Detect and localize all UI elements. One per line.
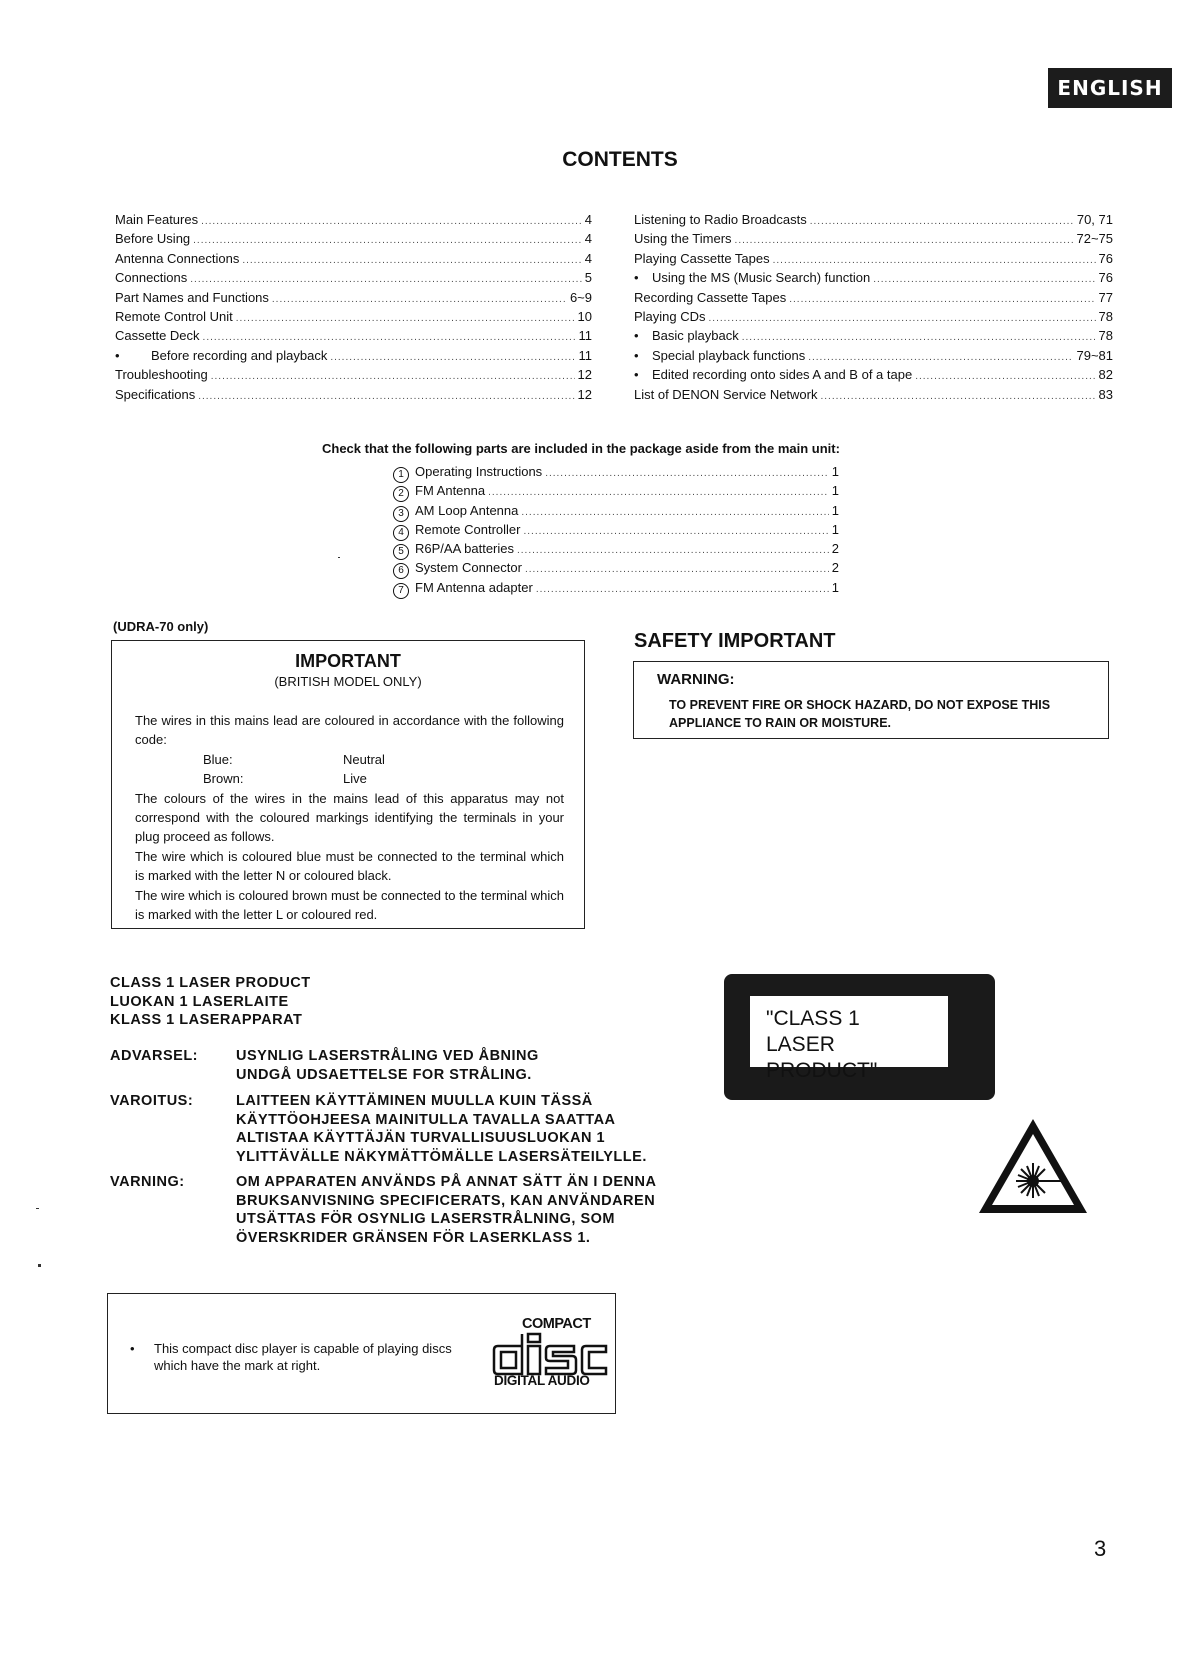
bullet: • — [634, 347, 639, 363]
wire-label: Blue: — [203, 751, 233, 767]
dot-leader — [193, 231, 582, 250]
toc-entry-page: 6~9 — [569, 289, 592, 305]
toc-entry-page: 4 — [584, 212, 592, 227]
toc-entry-label: Using the MS (Music Search) function — [652, 270, 871, 286]
toc-entry-label: Recording Cassette Tapes — [634, 289, 787, 305]
toc-entry-label: Special playback functions — [652, 347, 806, 363]
toc-entry-page: 4 — [584, 250, 592, 266]
toc-entry — [115, 210, 592, 229]
toc-entry-label: Playing Cassette Tapes — [634, 250, 770, 266]
laser-class-lines — [110, 974, 311, 1030]
package-item-label: FM Antenna — [415, 483, 486, 499]
toc-entry — [634, 268, 1113, 287]
bullet: • — [634, 328, 639, 344]
toc-entry-page: 10 — [577, 308, 592, 324]
package-item-quantity: 1 — [831, 483, 839, 499]
scan-speck — [38, 1264, 41, 1267]
toc-entry — [115, 385, 592, 404]
important-paragraph: The colours of the wires in the mains lead of this apparatus may not correspond with the coloured markings identifying the terminals in your plug proceed as follows. — [135, 790, 564, 845]
toc-entry-page: 77 — [1098, 289, 1113, 305]
safety-title: SAFETY IMPORTANT — [634, 630, 836, 652]
package-heading: Check that the following parts are included in the package aside from the main unit: — [322, 441, 840, 456]
important-subtitle: (BRITISH MODEL ONLY) — [274, 674, 422, 689]
laser-product-label — [724, 974, 995, 1100]
package-item — [393, 481, 839, 500]
dot-leader — [517, 541, 829, 560]
laser-warning-line: LAITTEEN KÄYTTÄMINEN MUULLA KUIN TÄSSÄ — [236, 1093, 593, 1109]
warning-text — [669, 696, 1090, 732]
toc-entry-page: 5 — [584, 270, 592, 286]
circled-number: 7 — [393, 583, 409, 599]
package-item-label: FM Antenna adapter — [415, 579, 533, 595]
warning-label: WARNING: — [657, 671, 735, 688]
toc-entry-label: Main Features — [115, 212, 199, 227]
toc-entry-page: 11 — [578, 347, 592, 363]
dot-leader — [545, 464, 829, 483]
dot-leader — [915, 367, 1095, 386]
laser-warning-label: VAROITUS: — [110, 1093, 194, 1109]
dot-leader — [211, 367, 575, 386]
toc-entry — [115, 326, 592, 345]
package-item-label: R6P/AA batteries — [415, 541, 514, 557]
toc-entry-label: Specifications — [115, 386, 196, 402]
laser-warning-line: OM APPARATEN ANVÄNDS PÅ ANNAT SÄTT ÄN I DENNA — [236, 1174, 657, 1190]
toc-entry — [634, 229, 1113, 248]
laser-warning-line: KÄYTTÖOHJEESA MAINITULLA TAVALLA SAATTAA — [236, 1111, 616, 1128]
dot-leader — [789, 290, 1095, 309]
toc-entry-page: 78 — [1098, 308, 1113, 324]
toc-entry-label: Before recording and playback — [151, 347, 328, 363]
laser-product-label-text — [748, 994, 950, 1082]
toc-entry — [115, 229, 592, 248]
laser-class-line: CLASS 1 LASER PRODUCT — [110, 975, 311, 991]
language-tab: ENGLISH — [1048, 68, 1172, 108]
toc-entry-page: 83 — [1098, 386, 1113, 402]
toc-entry — [634, 288, 1113, 307]
bullet: • — [634, 270, 639, 286]
bullet: • — [115, 347, 120, 363]
package-item-quantity: 1 — [831, 579, 839, 595]
toc-left-column — [115, 210, 592, 404]
page-number: 3 — [1094, 1536, 1107, 1561]
bullet: • — [130, 1341, 135, 1356]
toc-entry — [115, 249, 592, 268]
toc-entry-label: Edited recording onto sides A and B of a tape — [652, 367, 913, 383]
important-box — [111, 640, 585, 929]
laser-class-line: KLASS 1 LASERAPPARAT — [110, 1012, 303, 1028]
circled-number: 5 — [393, 544, 409, 560]
toc-entry-page: 12 — [577, 367, 592, 383]
toc-entry-label: Remote Control Unit — [115, 308, 233, 324]
toc-entry — [634, 210, 1113, 229]
dot-leader — [709, 309, 1096, 328]
dot-leader — [735, 231, 1074, 250]
laser-label-line: LASER PRODUCT" — [766, 1033, 878, 1082]
compact-disc-logo-icon — [492, 1332, 608, 1376]
toc-entry-label: List of DENON Service Network — [634, 386, 818, 402]
warning-line: APPLIANCE TO RAIN OR MOISTURE. — [669, 716, 892, 730]
bullet: • — [634, 367, 639, 383]
package-item — [393, 520, 839, 539]
toc-entry — [634, 307, 1113, 326]
laser-warning-line: ÖVERSKRIDER GRÄNSEN FÖR LASERKLASS 1. — [236, 1229, 591, 1246]
toc-entry — [115, 346, 592, 365]
package-item — [393, 558, 839, 577]
compact-disc-logo — [488, 1316, 608, 1396]
laser-warning-line: ALTISTAA KÄYTTÄJÄN TURVALLISUUSLUOKAN 1 — [236, 1130, 606, 1146]
package-item-label: Remote Controller — [415, 521, 521, 537]
cd-note — [130, 1340, 484, 1374]
package-item-quantity: 2 — [831, 541, 839, 557]
package-item-quantity: 1 — [831, 502, 839, 518]
package-item — [393, 501, 839, 520]
important-paragraph: The wire which is coloured blue must be connected to the terminal which is marked with the letter N or coloured black. — [135, 848, 564, 884]
laser-warning-line: USYNLIG LASERSTRÅLING VED ÅBNING — [236, 1048, 539, 1064]
laser-warning-line: UNDGÅ UDSAETTELSE FOR STRÅLING. — [236, 1066, 532, 1083]
package-item-label: System Connector — [415, 560, 522, 576]
circled-number: 2 — [393, 486, 409, 502]
toc-right-column — [634, 210, 1113, 404]
dot-leader — [330, 348, 575, 367]
toc-entry-page: 76 — [1098, 270, 1113, 286]
toc-entry — [634, 326, 1113, 345]
package-item-label: Operating Instructions — [415, 464, 543, 479]
toc-entry-page: 82 — [1098, 367, 1113, 383]
udra-note: (UDRA-70 only) — [113, 619, 209, 634]
toc-entry-page: 72~75 — [1076, 231, 1113, 247]
dot-leader — [236, 309, 575, 328]
dot-leader — [272, 290, 567, 309]
toc-entry-label: Listening to Radio Broadcasts — [634, 212, 807, 227]
toc-entry-page: 70, 71 — [1076, 212, 1113, 227]
compact-disc-logo-top: COMPACT — [522, 1316, 591, 1332]
toc-entry-page: 79~81 — [1076, 347, 1113, 363]
laser-warning-text — [236, 1047, 539, 1084]
laser-warning-line: BRUKSANVISNING SPECIFICERATS, KAN ANVÄNDAREN — [236, 1192, 656, 1209]
package-item — [393, 578, 839, 597]
laser-warning-line: YLITTÄVÄLLE NÄKYMÄTTÖMÄLLE LASERSÄTEILYLLE. — [236, 1148, 647, 1165]
toc-entry-label: Cassette Deck — [115, 328, 200, 344]
wire-code-brown — [135, 769, 564, 788]
dot-leader — [810, 212, 1074, 231]
toc-entry — [634, 249, 1113, 268]
laser-warning-label: ADVARSEL: — [110, 1048, 199, 1064]
dot-leader — [524, 522, 829, 541]
package-item-quantity: 1 — [831, 521, 839, 537]
package-item — [393, 462, 839, 481]
toc-entry-label: Before Using — [115, 231, 191, 247]
wire-value: Live — [343, 771, 367, 787]
toc-entry — [115, 307, 592, 326]
dot-leader — [525, 560, 829, 579]
package-item-quantity: 2 — [831, 560, 839, 576]
dot-leader — [873, 270, 1095, 289]
toc-entry-label: Connections — [115, 270, 188, 286]
circled-number: 3 — [393, 506, 409, 522]
circled-number: 6 — [393, 563, 409, 579]
important-body — [135, 711, 564, 924]
wire-code-blue — [135, 750, 564, 769]
dot-leader — [821, 387, 1096, 406]
toc-entry-label: Basic playback — [652, 328, 739, 344]
package-item — [393, 539, 839, 558]
toc-entry — [115, 288, 592, 307]
toc-entry — [634, 346, 1113, 365]
compact-disc-logo-bottom: DIGITAL AUDIO — [494, 1373, 590, 1388]
scan-speck — [36, 1208, 39, 1209]
dot-leader — [198, 387, 574, 406]
laser-hazard-icon — [976, 1116, 1090, 1216]
dot-leader — [488, 483, 829, 502]
important-title: IMPORTANT — [295, 651, 401, 671]
package-item-quantity: 1 — [831, 464, 839, 479]
toc-entry-label: Antenna Connections — [115, 250, 240, 266]
compact-disc-box — [107, 1293, 616, 1414]
toc-entry — [634, 385, 1113, 404]
page-title: CONTENTS — [562, 148, 678, 171]
toc-entry-label: Playing CDs — [634, 308, 706, 324]
important-paragraph: The wire which is coloured brown must be connected to the terminal which is marked with the letter L or coloured red. — [135, 887, 564, 923]
toc-entry-page: 11 — [578, 328, 592, 344]
circled-number: 4 — [393, 525, 409, 541]
package-item-label: AM Loop Antenna — [415, 502, 519, 518]
toc-entry-label: Part Names and Functions — [115, 289, 269, 305]
laser-class-line: LUOKAN 1 LASERLAITE — [110, 993, 289, 1010]
toc-entry — [115, 365, 592, 384]
circled-number: 1 — [393, 467, 409, 483]
dot-leader — [521, 503, 828, 522]
scan-speck — [338, 557, 340, 558]
toc-entry-label: Troubleshooting — [115, 367, 208, 383]
toc-entry-page: 76 — [1098, 250, 1113, 266]
wire-label: Brown: — [203, 771, 244, 787]
laser-warning-label: VARNING: — [110, 1174, 185, 1190]
toc-entry — [115, 268, 592, 287]
laser-label-line: "CLASS 1 — [766, 1007, 860, 1030]
warning-box — [633, 661, 1109, 739]
important-intro: The wires in this mains lead are coloured in accordance with the following code: — [135, 713, 564, 748]
dot-leader — [536, 580, 829, 599]
warning-line: TO PREVENT FIRE OR SHOCK HAZARD, DO NOT EXPOSE THIS — [669, 698, 1051, 712]
laser-warning-line: UTSÄTTAS FÖR OSYNLIG LASERSTRÅLNING, SOM — [236, 1211, 616, 1227]
toc-entry-page: 78 — [1098, 328, 1113, 344]
wire-value: Neutral — [343, 751, 385, 767]
toc-entry-label: Using the Timers — [634, 231, 732, 247]
laser-warning-text — [236, 1173, 656, 1247]
toc-entry-page: 12 — [577, 386, 592, 402]
package-list — [393, 462, 839, 597]
dot-leader — [201, 212, 582, 231]
dot-leader — [242, 251, 581, 270]
cd-note-text: This compact disc player is capable of playing discs which have the mark at right. — [154, 1341, 452, 1373]
toc-entry — [634, 365, 1113, 384]
toc-entry-page: 4 — [584, 231, 592, 247]
laser-warning-text — [236, 1092, 647, 1166]
